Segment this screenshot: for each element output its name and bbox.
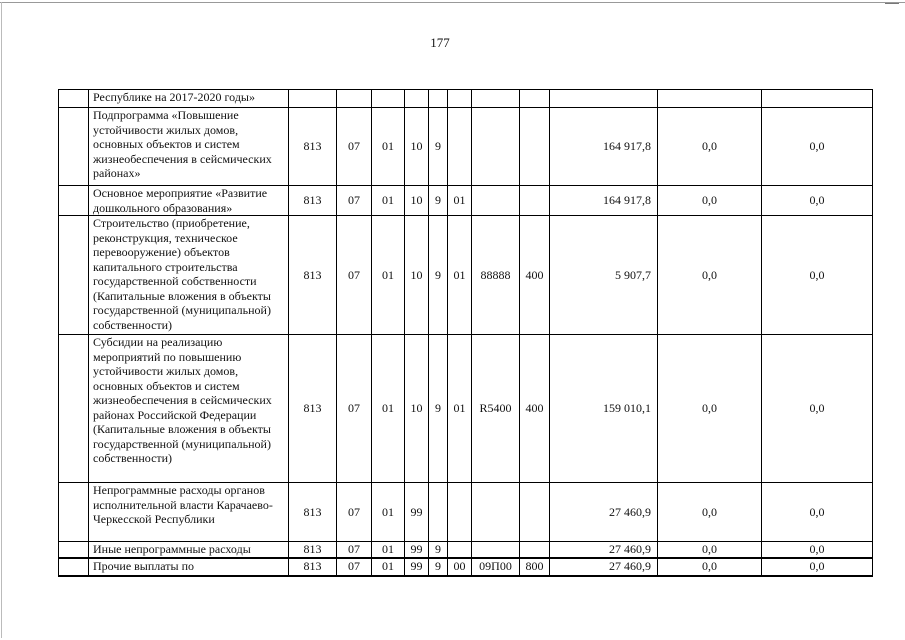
row-name: Подпрограмма «Повышение устойчивости жилых домов, основных объектов и систем жизнеобеспечения в сейсмических районах» bbox=[89, 108, 289, 186]
budget-table bbox=[58, 89, 873, 577]
cell-rz: 07 bbox=[337, 186, 372, 216]
table-row bbox=[59, 542, 873, 558]
cell-csr bbox=[472, 186, 520, 216]
cell-p2 bbox=[429, 90, 448, 108]
row-name: Иные непрограммные расходы bbox=[89, 542, 289, 558]
cell-p3: 00 bbox=[448, 558, 472, 576]
row-name: Непрограммные расходы органов исполнительной власти Карачаево-Черкесской Республики bbox=[89, 483, 289, 542]
cell-p3: 01 bbox=[448, 335, 472, 483]
cell-sum-1: 5 907,7 bbox=[550, 216, 658, 335]
cell-sum-1: 27 460,9 bbox=[550, 558, 658, 576]
table-row bbox=[59, 186, 873, 216]
table-row bbox=[59, 90, 873, 108]
table-row bbox=[59, 335, 873, 483]
cell-pr: 01 bbox=[372, 335, 405, 483]
cell-sum-1: 159 010,1 bbox=[550, 335, 658, 483]
cell-sum-3: 0,0 bbox=[762, 483, 873, 542]
cell-pr: 01 bbox=[372, 558, 405, 576]
row-name: Субсидии на реализацию мероприятий по повышению устойчивости жилых домов, основных объектов и систем жизнеобеспечения в сейсмических районах Российской Федерации (Капитальные вложения в объекты государственной (муниципальной) собственности) bbox=[89, 335, 289, 483]
cell-gl: 813 bbox=[289, 186, 337, 216]
cell-gl: 813 bbox=[289, 483, 337, 542]
cell-p1: 10 bbox=[405, 108, 429, 186]
cell-gl bbox=[289, 90, 337, 108]
row-name: Основное мероприятие «Развитие дошкольного образования» bbox=[89, 186, 289, 216]
cell-sum-3: 0,0 bbox=[762, 335, 873, 483]
cell-rz: 07 bbox=[337, 335, 372, 483]
cell-vr bbox=[520, 186, 550, 216]
cell-gl: 813 bbox=[289, 108, 337, 186]
cell-sum-1: 27 460,9 bbox=[550, 483, 658, 542]
cell-vr bbox=[520, 483, 550, 542]
cell-sum-3: 0,0 bbox=[762, 108, 873, 186]
cell-p2: 9 bbox=[429, 108, 448, 186]
cell-csr bbox=[472, 483, 520, 542]
cell-csr: 09П00 bbox=[472, 558, 520, 576]
cell-gl: 813 bbox=[289, 542, 337, 558]
cell-p1: 99 bbox=[405, 483, 429, 542]
cell-p3: 01 bbox=[448, 216, 472, 335]
row-name: Республике на 2017-2020 годы» bbox=[89, 90, 289, 108]
cell-sum-2: 0,0 bbox=[658, 542, 762, 558]
cell-sum-1 bbox=[550, 90, 658, 108]
cell-pr: 01 bbox=[372, 108, 405, 186]
cell-pr bbox=[372, 90, 405, 108]
cell-sum-2: 0,0 bbox=[658, 335, 762, 483]
page-edge-top bbox=[0, 2, 905, 3]
cell-pr: 01 bbox=[372, 483, 405, 542]
cell-csr bbox=[472, 542, 520, 558]
cell-rz: 07 bbox=[337, 483, 372, 542]
table-row bbox=[59, 108, 873, 186]
cell-sum-2: 0,0 bbox=[658, 558, 762, 576]
cell-gl: 813 bbox=[289, 335, 337, 483]
cell-csr bbox=[472, 90, 520, 108]
cell-pr: 01 bbox=[372, 542, 405, 558]
cell-p3 bbox=[448, 90, 472, 108]
cell-p3 bbox=[448, 542, 472, 558]
cell-csr: 88888 bbox=[472, 216, 520, 335]
cell-gl: 813 bbox=[289, 558, 337, 576]
cell-csr: R5400 bbox=[472, 335, 520, 483]
cell-p1: 99 bbox=[405, 558, 429, 576]
cell-vr: 400 bbox=[520, 335, 550, 483]
cell-vr: 800 bbox=[520, 558, 550, 576]
cell-vr bbox=[520, 90, 550, 108]
cell-csr bbox=[472, 108, 520, 186]
cell-p3 bbox=[448, 108, 472, 186]
cell-sum-3 bbox=[762, 90, 873, 108]
cell-rz: 07 bbox=[337, 558, 372, 576]
cell-sum-1: 164 917,8 bbox=[550, 186, 658, 216]
table-row bbox=[59, 483, 873, 542]
cell-gl: 813 bbox=[289, 216, 337, 335]
scan-corner-mark bbox=[885, 3, 899, 4]
cell-p2: 9 bbox=[429, 558, 448, 576]
cell-p2: 9 bbox=[429, 186, 448, 216]
cell-pr: 01 bbox=[372, 216, 405, 335]
cell-sum-3: 0,0 bbox=[762, 186, 873, 216]
cell-p1: 10 bbox=[405, 186, 429, 216]
cell-p2: 9 bbox=[429, 216, 448, 335]
cell-vr bbox=[520, 108, 550, 186]
cell-sum-3: 0,0 bbox=[762, 542, 873, 558]
cell-p2: 9 bbox=[429, 335, 448, 483]
cell-p1: 99 bbox=[405, 542, 429, 558]
cell-sum-1: 164 917,8 bbox=[550, 108, 658, 186]
cell-p3 bbox=[448, 483, 472, 542]
cell-rz bbox=[337, 90, 372, 108]
cell-sum-2 bbox=[658, 90, 762, 108]
cell-sum-1: 27 460,9 bbox=[550, 542, 658, 558]
row-name: Прочие выплаты по bbox=[89, 558, 289, 576]
cell-sum-2: 0,0 bbox=[658, 108, 762, 186]
cell-rz: 07 bbox=[337, 216, 372, 335]
cell-vr bbox=[520, 542, 550, 558]
cell-vr: 400 bbox=[520, 216, 550, 335]
table-row bbox=[59, 558, 873, 576]
cell-sum-3: 0,0 bbox=[762, 558, 873, 576]
table-row bbox=[59, 216, 873, 335]
row-name: Строительство (приобретение, реконструкция, техническое перевооружение) объектов капитального строительства государственной собственности (Капитальные вложения в объекты государственной (муниципальной) собственности) bbox=[89, 216, 289, 335]
cell-p1 bbox=[405, 90, 429, 108]
cell-sum-2: 0,0 bbox=[658, 216, 762, 335]
page-number: 177 bbox=[430, 35, 450, 50]
cell-sum-3: 0,0 bbox=[762, 216, 873, 335]
cell-p2: 9 bbox=[429, 542, 448, 558]
cell-p1: 10 bbox=[405, 335, 429, 483]
cell-p2 bbox=[429, 483, 448, 542]
cell-rz: 07 bbox=[337, 542, 372, 558]
cell-sum-2: 0,0 bbox=[658, 186, 762, 216]
page-edge-left bbox=[1, 2, 2, 638]
cell-rz: 07 bbox=[337, 108, 372, 186]
cell-sum-2: 0,0 bbox=[658, 483, 762, 542]
cell-pr: 01 bbox=[372, 186, 405, 216]
cell-p3: 01 bbox=[448, 186, 472, 216]
cell-p1: 10 bbox=[405, 216, 429, 335]
